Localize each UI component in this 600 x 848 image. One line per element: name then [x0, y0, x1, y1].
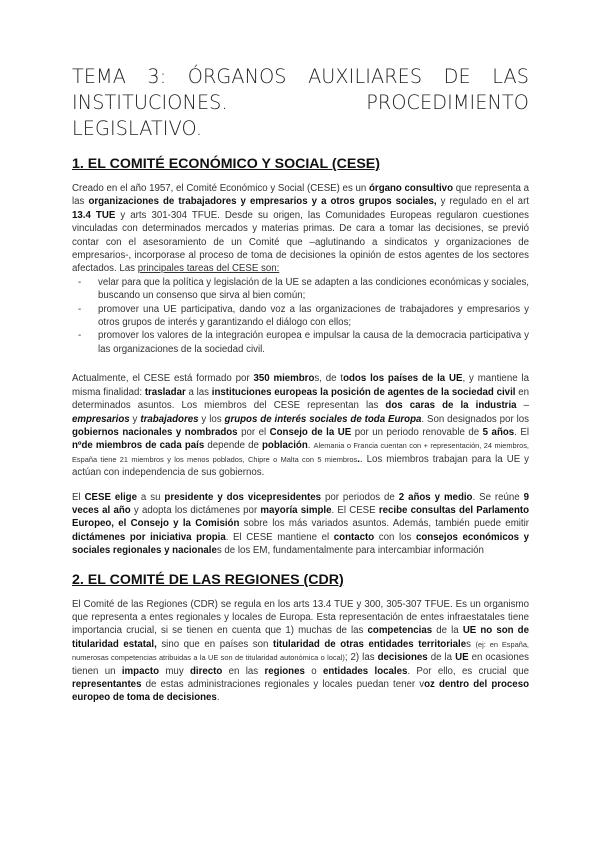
section-1-paragraph-3: El CESE elige a su presidente y dos vicepresidentes por periodos de 2 años y medio. Se reúne 9 veces al año y adopta los dictámenes por mayoría simple. El CESE recibe consultas del Parlamento Europeo, el Consejo y la Comisión sobre los más variados asuntos. Además, también puede emitir dictámenes por iniciativa propia. El CESE mantiene el contacto con los consejos económicos y sociales regionales y nacionales de los EM, fundamentalmente para intercambiar información	[72, 491, 530, 557]
cese-tasks-list	[72, 276, 529, 356]
page-title	[72, 64, 529, 142]
list-item: - promover los valores de la integración europea e impulsar la causa de la democracia participativa y las organizaciones de la sociedad civil.	[98, 329, 529, 356]
title-line-1: TEMA 3: ÓRGANOS AUXILIARES DE LAS	[72, 65, 529, 88]
section-1-heading: 1. EL COMITÉ ECONÓMICO Y SOCIAL (CESE)	[72, 156, 380, 172]
section-1-paragraph-1: Creado en el año 1957, el Comité Económico y Social (CESE) es un órgano consultivo que representa a las organizaciones de trabajadores y empresarios y a otros grupos sociales, y regulado en el art 13.4 TUE y arts 301-304 TFUE. Desde su origen, las Comunidades Europeas regularon cuestiones vinculadas con determinados mercados y materias primas. De cara a tomar las decisiones, se previó contar con el asesoramiento de un Comité que –aglutinando a sindicatos y organizaciones de empresarios-, incorporase al proceso de toma de decisiones la opinión de estos agentes de los sectores afectados. Las principales tareas del CESE son:	[72, 183, 530, 275]
section-2-paragraph-1: El Comité de las Regiones (CDR) se regula en los arts 13.4 TUE y 300, 305-307 TFUE. Es un organismo que representa a entes regionales y locales de Europa. Esta representación de entes infraestatales tiene importancia crucial, si se tienen en cuenta que 1) muchas de las competencias de la UE no son de titularidad estatal, sino que en países son titularidad de otras entidades territoriales (ej: en España, numerosas competencias atribuidas a la UE son de titularidad autonómica o local); 2) las decisiones de la UE en ocasiones tienen un impacto muy directo en las regiones o entidades locales. Por ello, es crucial que representantes de estas administraciones regionales y locales puedan tener voz dentro del proceso europeo de toma de decisiones.	[72, 598, 530, 704]
list-item: - promover una UE participativa, dando voz a las organizaciones de trabajadores y empresarios y otros grupos de interés y garantizando el diálogo con ellos;	[98, 303, 529, 330]
title-line-2: INSTITUCIONES. PROCEDIMIENTO LEGISLATIVO.	[72, 91, 529, 140]
section-2-heading: 2. EL COMITÉ DE LAS REGIONES (CDR)	[72, 571, 344, 588]
list-item: - velar para que la política y legislación de la UE se adapten a las condiciones económicas y sociales, buscando un consenso que sirva al bien común;	[98, 276, 529, 303]
document-page	[72, 64, 529, 716]
section-1-paragraph-2: Actualmente, el CESE está formado por 350 miembros, de todos los países de la UE, y mantiene la misma finalidad: trasladar a las instituciones europeas la posición de agentes de la sociedad civil en determinados asuntos. Los miembros del CESE representan las dos caras de la industria –empresarios y trabajadores y los grupos de interés sociales de toda Europa. Son designados por los gobiernos nacionales y nombrados por el Consejo de la UE por un periodo renovable de 5 años. El nºde miembros de cada país depende de población. Alemania o Francia cuentan con + representación, 24 miembros, España tiene 21 miembros y los menos poblados, Chipre o Malta con 5 miembros.. Los miembros trabajan para la UE y actúan con independencia de sus gobiernos.	[72, 373, 530, 479]
